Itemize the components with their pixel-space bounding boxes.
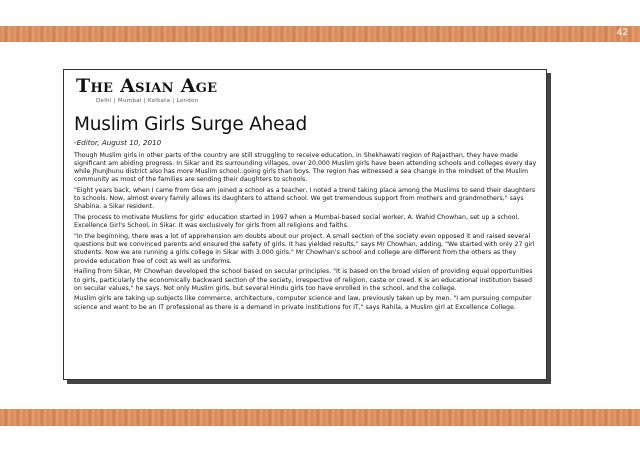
article-paragraph: Muslim girls are taking up subjects like commerce, architecture, computer science and law, previously taken up by men. "I am pursuing computer science and want to be an IT professional as there is a demand in private institutions for IT," says Rahila, a Muslim girl at Excellence College. <box>74 295 532 311</box>
article-headline: Muslim Girls Surge Ahead <box>74 114 308 135</box>
newspaper-clipping <box>63 69 547 380</box>
masthead-cities: Delhi | Mumbai | Kolkata | London <box>96 98 199 104</box>
article-paragraph: Though Muslim girls in other parts of the country are still struggling to receive education, in Shekhawati region of Rajasthan, they have made significant am abiding progress. In Sikar and its surrounding villages, over 20,000 Muslim girls have been attending schools and colleges every day while Jhunjhunu district also has more Muslim school..going girls than boys. The region has witnessed a sea change in the mindset of the Muslim community as most of the families are sending their daughters to schools. <box>74 152 537 184</box>
article-byline: -Editor, August 10, 2010 <box>74 138 162 147</box>
article-paragraph: Hailing from Sikar, Mr Chowhan developed the school based on secular principles. "It is based on the broad vision of providing equal opportunities to girls, particularly the economically backward section of the society, irrespective of religion, caste or creed. K is an educational institution based on secular values," he says. Not only Muslim girls, but several Hindu girls too have enrolled in the school, and the college. <box>74 268 533 292</box>
bottom-decorative-band <box>0 409 640 426</box>
article-paragraph: "In the beginning, there was a lot of apprehension am doubts about our project. A small section of the society even opposed it and raised several questions but we convinced parents and ensured the safety of girls. It has yielded results," says Mr Chowhan, adding, "We started with only 27 girl students. Now we are running a girls college in Sikar with 3.000 girls." Mr Chowhan's school and college are different from the others as they provide education free of cost as well as uniforms. <box>74 233 535 265</box>
article-paragraph: "Eight years back, when I came from Goa am joined a school as a teacher, I noted a trend taking place among the Muslims to send their daughters to schools. Now, almost every family allows its daughters to attend school. We get tremendous support from mothers and grandmothers," says Shabina. a Sikar resident. <box>74 187 536 211</box>
article-body <box>74 152 540 314</box>
masthead <box>76 75 217 104</box>
slide-number: 42 <box>616 28 628 38</box>
newspaper-logo: The Asian Age <box>76 75 218 97</box>
top-decorative-band <box>0 26 640 42</box>
article-paragraph: The process to motivate Muslims for girls' education started in 1997 when a Mumbai-based social worker, A. Wahid Chowhan, set up a school, Excellence Girl's School, in Sikar. It was exclusively for girls from all religions and faiths. <box>74 214 520 230</box>
